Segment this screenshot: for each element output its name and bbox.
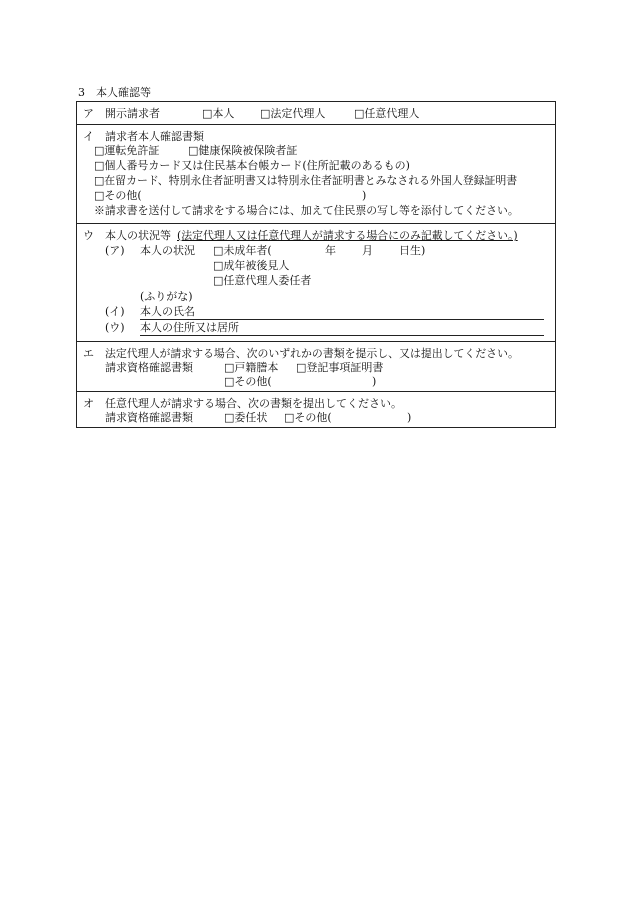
adult-ward-checkbox[interactable]: □成年被後見人: [213, 259, 290, 272]
voluntary-agent-instruction: 任意代理人が請求する場合、次の書類を提出してください。: [105, 397, 402, 410]
section-i-mark: イ: [83, 130, 94, 143]
section-e-mark: エ: [83, 347, 94, 360]
residence-card-checkbox[interactable]: □在留カード、特別永住者証明書又は特別永住者証明書とみなされる外国人登録証明書: [94, 174, 518, 187]
minor-checkbox[interactable]: □未成年者(: [213, 244, 272, 257]
section-u: [77, 224, 555, 341]
person-address-label: 本人の住所又は居所: [140, 321, 239, 334]
item-i-mark: (イ): [105, 305, 125, 318]
my-number-card-checkbox[interactable]: □個人番号カード又は住民基本台帳カード(住所記載のあるもの): [94, 159, 410, 172]
identity-confirmation-form: [76, 101, 556, 428]
qualification-docs-label-o: 請求資格確認書類: [105, 411, 193, 424]
other-document-close-paren: ): [362, 189, 367, 202]
other-document-checkbox[interactable]: □その他(: [94, 189, 142, 202]
section-a: [77, 102, 555, 124]
other-voluntary-doc-checkbox[interactable]: □その他(: [284, 411, 332, 424]
section-e: [77, 342, 555, 390]
furigana-label: (ふりがな): [140, 290, 193, 303]
item-u-mark: (ウ): [105, 321, 125, 334]
option-legal-agent-checkbox[interactable]: □法定代理人: [260, 107, 326, 120]
birth-year-label: 年: [325, 244, 336, 257]
power-of-attorney-checkbox[interactable]: □委任状: [224, 411, 268, 424]
person-status-label: 本人の状況: [140, 244, 195, 257]
birth-month-label: 月: [362, 244, 373, 257]
delegator-checkbox[interactable]: □任意代理人委任者: [213, 274, 312, 287]
birth-day-label: 日生): [399, 244, 426, 257]
option-self-checkbox[interactable]: □本人: [202, 107, 235, 120]
family-register-checkbox[interactable]: □戸籍謄本: [224, 361, 279, 374]
section-o: [77, 392, 555, 428]
other-voluntary-doc-close-paren: ): [407, 411, 412, 424]
option-voluntary-agent-checkbox[interactable]: □任意代理人: [354, 107, 420, 120]
drivers-license-checkbox[interactable]: □運転免許証: [94, 144, 160, 157]
health-insurance-checkbox[interactable]: □健康保険被保険者証: [188, 144, 298, 157]
person-name-label: 本人の氏名: [140, 305, 195, 318]
person-name-field[interactable]: [140, 319, 544, 320]
other-legal-doc-checkbox[interactable]: □その他(: [224, 375, 272, 388]
other-legal-doc-close-paren: ): [372, 375, 377, 388]
section-heading: 3 本人確認等: [78, 86, 151, 99]
legal-agent-instruction: 法定代理人が請求する場合、次のいずれかの書類を提示し、又は提出してください。: [105, 347, 519, 360]
section-u-mark: ウ: [83, 229, 94, 242]
item-a-mark: (ア): [105, 244, 125, 257]
section-i: [77, 125, 555, 222]
requester-label: 開示請求者: [105, 107, 160, 120]
mailing-note: ※請求書を送付して請求をする場合には、加えて住民票の写し等を添付してください。: [94, 204, 519, 217]
person-address-field[interactable]: [140, 335, 544, 336]
section-o-mark: オ: [83, 397, 94, 410]
person-status-title: 本人の状況等: [105, 229, 171, 242]
person-status-note: (法定代理人又は任意代理人が請求する場合にのみ記載してください。): [177, 229, 518, 242]
registry-certificate-checkbox[interactable]: □登記事項証明書: [296, 361, 384, 374]
qualification-docs-label: 請求資格確認書類: [105, 361, 193, 374]
id-documents-title: 請求者本人確認書類: [105, 130, 204, 143]
section-a-mark: ア: [83, 107, 94, 120]
